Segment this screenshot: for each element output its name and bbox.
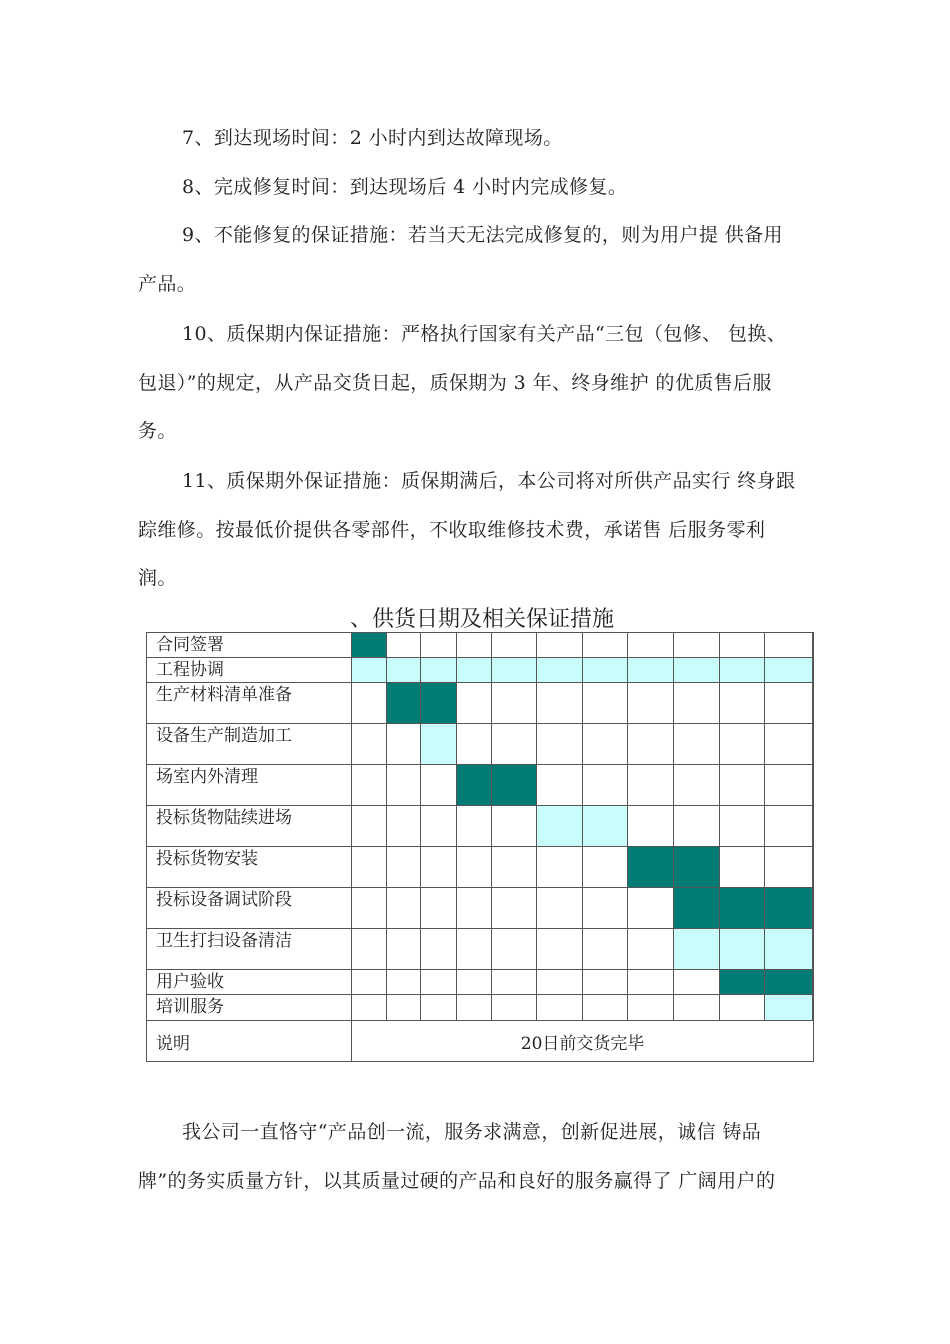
gantt-cell [421, 633, 457, 658]
gantt-cell [421, 847, 457, 888]
gantt-cell [765, 847, 813, 888]
gantt-cell [352, 683, 387, 724]
gantt-cell [457, 995, 492, 1021]
gantt-cell [720, 765, 765, 806]
gantt-cell [628, 806, 674, 847]
gantt-cell [537, 888, 583, 929]
gantt-cell [387, 724, 421, 765]
gantt-cell-dark [457, 765, 492, 806]
task-label: 投标货物陆续进场 [147, 806, 352, 847]
gantt-cell [537, 765, 583, 806]
gantt-cell [387, 847, 421, 888]
gantt-cell [583, 995, 628, 1021]
task-label: 设备生产制造加工 [147, 724, 352, 765]
gantt-cell [813, 806, 814, 847]
gantt-cell [492, 847, 537, 888]
gantt-cell [720, 806, 765, 847]
paragraph-line: 牌”的务实质量方针，以其质量过硬的产品和良好的服务赢得了 广阔用户的 [138, 1169, 776, 1192]
gantt-cell-dark [720, 970, 765, 995]
gantt-cell [537, 995, 583, 1021]
paragraph-line: 包退）”的规定，从产品交货日起，质保期为 3 年、终身维护 的优质售后服 [138, 371, 772, 394]
gantt-cell [813, 970, 814, 995]
gantt-cell-light [583, 658, 628, 683]
gantt-cell-dark [352, 633, 387, 658]
gantt-cell [628, 995, 674, 1021]
gantt-cell [457, 683, 492, 724]
gantt-cell [765, 683, 813, 724]
gantt-cell-light [537, 658, 583, 683]
gantt-cell [583, 724, 628, 765]
gantt-cell [537, 683, 583, 724]
gantt-cell [387, 929, 421, 970]
task-label: 培训服务 [147, 995, 352, 1021]
gantt-cell [492, 724, 537, 765]
gantt-cell [674, 633, 720, 658]
gantt-cell-dark [387, 683, 421, 724]
paragraph-line: 踪维修。按最低价提供各零部件，不收取维修技术费，承诺售 后服务零利 [138, 518, 766, 541]
gantt-cell [813, 724, 814, 765]
task-label: 生产材料清单准备 [147, 683, 352, 724]
gantt-cell [492, 929, 537, 970]
note-value: 20日前交货完毕 [352, 1021, 814, 1062]
gantt-cell [421, 995, 457, 1021]
gantt-cell [457, 888, 492, 929]
gantt-cell [492, 888, 537, 929]
gantt-cell [492, 633, 537, 658]
task-label: 卫生打扫设备清洁 [147, 929, 352, 970]
gantt-cell [492, 806, 537, 847]
gantt-cell [765, 633, 813, 658]
note-row [147, 1021, 814, 1062]
gantt-cell [457, 847, 492, 888]
gantt-cell [352, 929, 387, 970]
gantt-cell [387, 888, 421, 929]
schedule-row [147, 633, 814, 658]
gantt-cell [583, 633, 628, 658]
gantt-cell [674, 724, 720, 765]
gantt-cell [583, 888, 628, 929]
paragraph-line: 9、不能修复的保证措施：若当天无法完成修复的，则为用户提 供备用 [182, 224, 783, 246]
gantt-cell [720, 683, 765, 724]
gantt-cell [457, 724, 492, 765]
schedule-row [147, 929, 814, 970]
gantt-cell [674, 683, 720, 724]
gantt-cell [720, 847, 765, 888]
gantt-cell [583, 929, 628, 970]
task-label: 工程协调 [147, 658, 352, 683]
gantt-cell-light [813, 658, 814, 683]
gantt-cell [720, 633, 765, 658]
gantt-cell [421, 765, 457, 806]
gantt-cell-light [492, 658, 537, 683]
gantt-cell-light [457, 658, 492, 683]
gantt-cell [674, 806, 720, 847]
gantt-cell-dark [421, 683, 457, 724]
gantt-cell [352, 847, 387, 888]
schedule-row [147, 724, 814, 765]
table-title: 、供货日期及相关保证措施 [349, 607, 614, 632]
gantt-cell [387, 970, 421, 995]
gantt-cell [421, 888, 457, 929]
gantt-cell [628, 724, 674, 765]
gantt-cell [765, 765, 813, 806]
gantt-cell-light [765, 995, 813, 1021]
gantt-cell [813, 683, 814, 724]
paragraph-line: 11、质保期外保证措施：质保期满后，本公司将对所供产品实行 终身跟 [182, 470, 796, 492]
gantt-cell [813, 765, 814, 806]
gantt-cell-light [421, 724, 457, 765]
gantt-cell [537, 633, 583, 658]
note-label: 说明 [147, 1021, 352, 1062]
gantt-cell [352, 888, 387, 929]
gantt-cell-dark [674, 847, 720, 888]
gantt-cell [583, 765, 628, 806]
gantt-cell [628, 765, 674, 806]
gantt-cell [720, 995, 765, 1021]
gantt-cell [765, 724, 813, 765]
gantt-cell-dark [674, 888, 720, 929]
gantt-cell [457, 970, 492, 995]
schedule-row [147, 806, 814, 847]
gantt-cell [583, 847, 628, 888]
schedule-table [146, 632, 814, 1062]
gantt-cell [628, 888, 674, 929]
gantt-cell [457, 806, 492, 847]
schedule-row [147, 683, 814, 724]
gantt-cell [674, 970, 720, 995]
paragraph-line: 8、完成修复时间：到达现场后 4 小时内完成修复。 [182, 176, 628, 198]
gantt-cell [387, 806, 421, 847]
gantt-cell [387, 765, 421, 806]
gantt-cell [352, 765, 387, 806]
gantt-cell-light [765, 658, 813, 683]
gantt-cell [537, 970, 583, 995]
gantt-cell-dark [628, 847, 674, 888]
gantt-cell-light [765, 929, 813, 970]
gantt-cell [352, 806, 387, 847]
gantt-cell [628, 929, 674, 970]
gantt-cell [583, 683, 628, 724]
paragraph-line: 产品。 [138, 272, 197, 295]
gantt-cell-light [537, 806, 583, 847]
gantt-cell [457, 633, 492, 658]
gantt-cell [492, 683, 537, 724]
gantt-cell [583, 970, 628, 995]
gantt-cell-light [583, 806, 628, 847]
gantt-cell [720, 724, 765, 765]
gantt-cell [813, 847, 814, 888]
gantt-cell-light [674, 658, 720, 683]
paragraph-line: 10、质保期内保证措施：严格执行国家有关产品“三包（包修、 包换、 [182, 323, 787, 345]
gantt-cell [765, 806, 813, 847]
gantt-cell-dark [492, 765, 537, 806]
gantt-cell [387, 633, 421, 658]
schedule-row [147, 970, 814, 995]
gantt-cell [813, 929, 814, 970]
gantt-cell-light [720, 658, 765, 683]
schedule-row [147, 765, 814, 806]
gantt-cell-light [720, 929, 765, 970]
task-label: 用户验收 [147, 970, 352, 995]
schedule-row [147, 888, 814, 929]
gantt-cell [628, 970, 674, 995]
task-label: 投标设备调试阶段 [147, 888, 352, 929]
gantt-cell [387, 995, 421, 1021]
gantt-cell-dark [765, 970, 813, 995]
gantt-cell-light [628, 658, 674, 683]
gantt-cell [537, 929, 583, 970]
gantt-cell-light [387, 658, 421, 683]
gantt-cell [421, 970, 457, 995]
paragraph-line: 7、到达现场时间：2 小时内到达故障现场。 [182, 127, 563, 149]
gantt-cell-dark [765, 888, 813, 929]
schedule-row [147, 847, 814, 888]
task-label: 场室内外清理 [147, 765, 352, 806]
gantt-cell [813, 995, 814, 1021]
gantt-cell-dark [720, 888, 765, 929]
paragraph-line: 我公司一直恪守“产品创一流，服务求满意，创新促进展，诚信 铸品 [182, 1121, 762, 1143]
gantt-cell-light [421, 658, 457, 683]
gantt-cell [492, 970, 537, 995]
gantt-cell [813, 633, 814, 658]
gantt-cell [352, 995, 387, 1021]
gantt-cell [492, 995, 537, 1021]
gantt-cell [628, 633, 674, 658]
gantt-cell [537, 847, 583, 888]
gantt-cell [421, 929, 457, 970]
gantt-cell [674, 765, 720, 806]
task-label: 合同签署 [147, 633, 352, 658]
gantt-cell [352, 970, 387, 995]
gantt-cell [537, 724, 583, 765]
gantt-cell [457, 929, 492, 970]
gantt-cell-light [674, 929, 720, 970]
gantt-cell-light [352, 658, 387, 683]
gantt-cell [352, 724, 387, 765]
schedule-row [147, 995, 814, 1021]
gantt-cell [628, 683, 674, 724]
gantt-cell [421, 806, 457, 847]
task-label: 投标货物安装 [147, 847, 352, 888]
paragraph-line: 润。 [138, 567, 177, 589]
gantt-cell [813, 888, 814, 929]
paragraph-line: 务。 [138, 420, 177, 442]
gantt-cell [674, 995, 720, 1021]
schedule-row [147, 658, 814, 683]
